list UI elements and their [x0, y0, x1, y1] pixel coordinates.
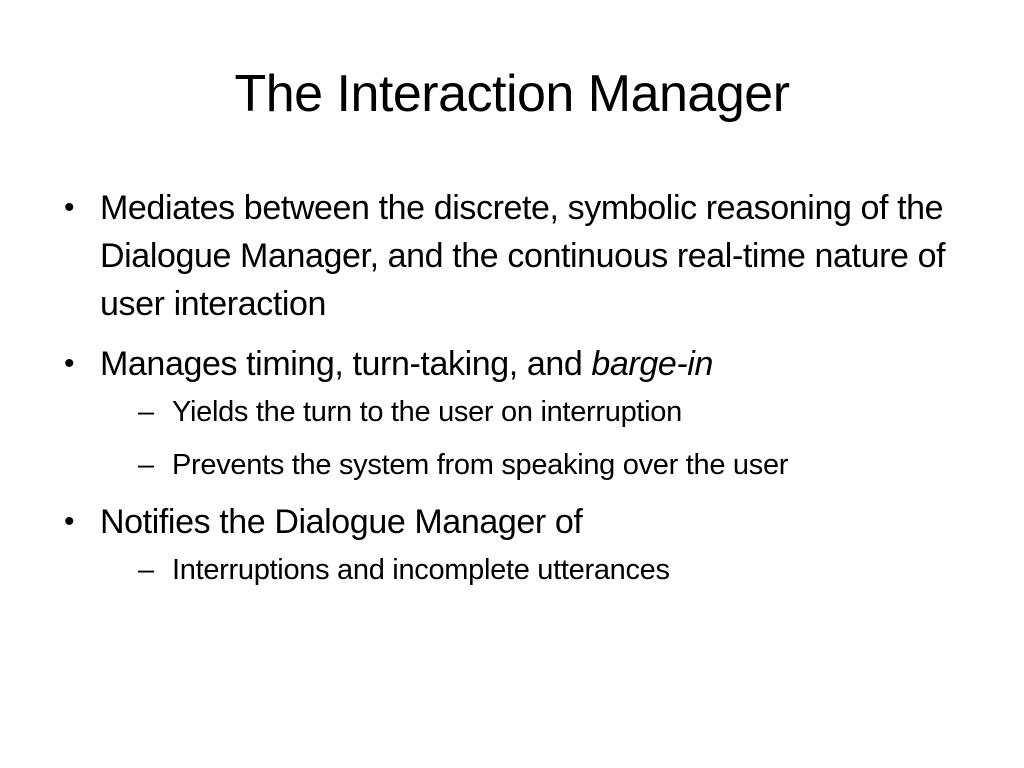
- bullet-item: [62, 498, 962, 590]
- bullet-item: [62, 340, 962, 485]
- sub-bullet-item: [128, 392, 962, 432]
- sub-bullet-marker: –: [138, 554, 154, 586]
- sub-bullet-text: Interruptions and incomplete utterances: [172, 554, 670, 586]
- sub-bullet-marker: –: [138, 449, 154, 481]
- sub-bullet-item: [128, 445, 962, 485]
- sub-bullet-text: Yields the turn to the user on interruption: [172, 396, 682, 428]
- sub-bullet-marker: –: [138, 396, 154, 428]
- sub-bullet-text: Prevents the system from speaking over the user: [172, 449, 789, 481]
- bullet-marker: •: [64, 191, 75, 224]
- sub-bullet-list: [100, 550, 962, 590]
- bullet-marker: •: [64, 505, 75, 538]
- bullet-list: [62, 184, 962, 603]
- bullet-text: Notifies the Dialogue Manager of: [100, 503, 583, 541]
- bullet-text: Mediates between the discrete, symbolic reasoning of the Dialogue Manager, and the continuous real-time nature of user interaction: [100, 189, 946, 323]
- sub-bullet-list: [100, 392, 962, 485]
- bullet-text-italic: barge-in: [591, 345, 713, 383]
- bullet-marker: •: [64, 347, 75, 380]
- bullet-text-plain: Manages timing, turn-taking, and: [100, 345, 592, 383]
- bullet-item: [62, 184, 962, 328]
- sub-bullet-item: [128, 550, 962, 590]
- bullet-text: [100, 345, 713, 383]
- slide-title: The Interaction Manager: [234, 65, 790, 123]
